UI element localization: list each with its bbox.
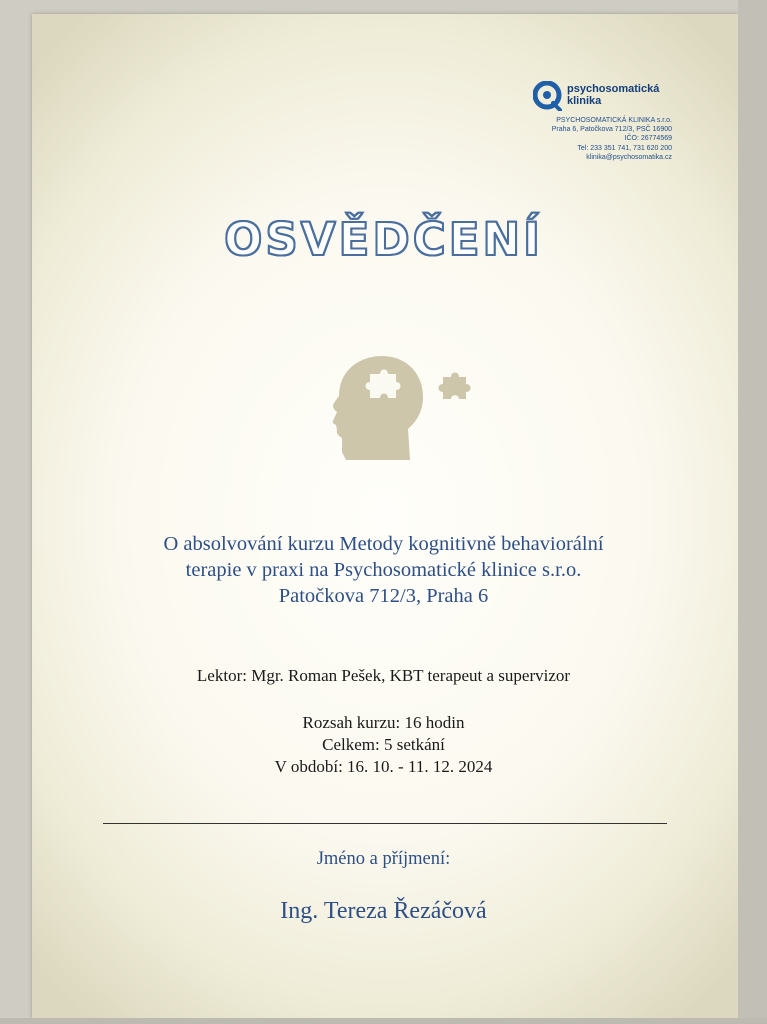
clinic-logo-name: psychosomatická klinika	[567, 83, 660, 107]
signature-divider	[103, 823, 667, 824]
page-edge-right	[738, 0, 767, 1024]
clinic-logo-icon	[533, 81, 563, 111]
page-edge-bottom	[0, 1018, 767, 1024]
clinic-logo	[528, 81, 674, 167]
recipient-name: Ing. Tereza Řezáčová	[280, 898, 487, 924]
scope-hours: Rozsah kurzu: 16 hodin	[302, 713, 465, 732]
clinic-email: klinika@psychosomatika.cz	[586, 153, 672, 161]
course-line-1: O absolvování kurzu Metody kognitivně behaviorální	[163, 533, 604, 555]
clinic-company: PSYCHOSOMATICKÁ KLINIKA s.r.o.	[556, 117, 672, 124]
clinic-contact-details	[552, 116, 672, 162]
scope-sessions: Celkem: 5 setkání	[322, 735, 445, 754]
clinic-ico: IČO: 26774569	[624, 135, 672, 143]
head-puzzle-icon	[330, 352, 475, 464]
course-line-3: Patočkova 712/3, Praha 6	[278, 585, 489, 607]
clinic-address: Praha 6, Patočkova 712/3, PSČ 16900	[551, 126, 672, 134]
course-scope	[0, 712, 767, 778]
certificate-title: OSVĚDČENÍ	[224, 213, 543, 266]
course-description	[0, 531, 767, 609]
scope-period: V období: 16. 10. - 11. 12. 2024	[274, 757, 493, 776]
lector-line: Lektor: Mgr. Roman Pešek, KBT terapeut a supervizor	[196, 666, 571, 685]
name-label: Jméno a příjmení:	[316, 849, 451, 869]
course-line-2: terapie v praxi na Psychosomatické klinice s.r.o.	[185, 559, 582, 581]
clinic-phone: Tel: 233 351 741, 731 620 200	[577, 144, 672, 152]
